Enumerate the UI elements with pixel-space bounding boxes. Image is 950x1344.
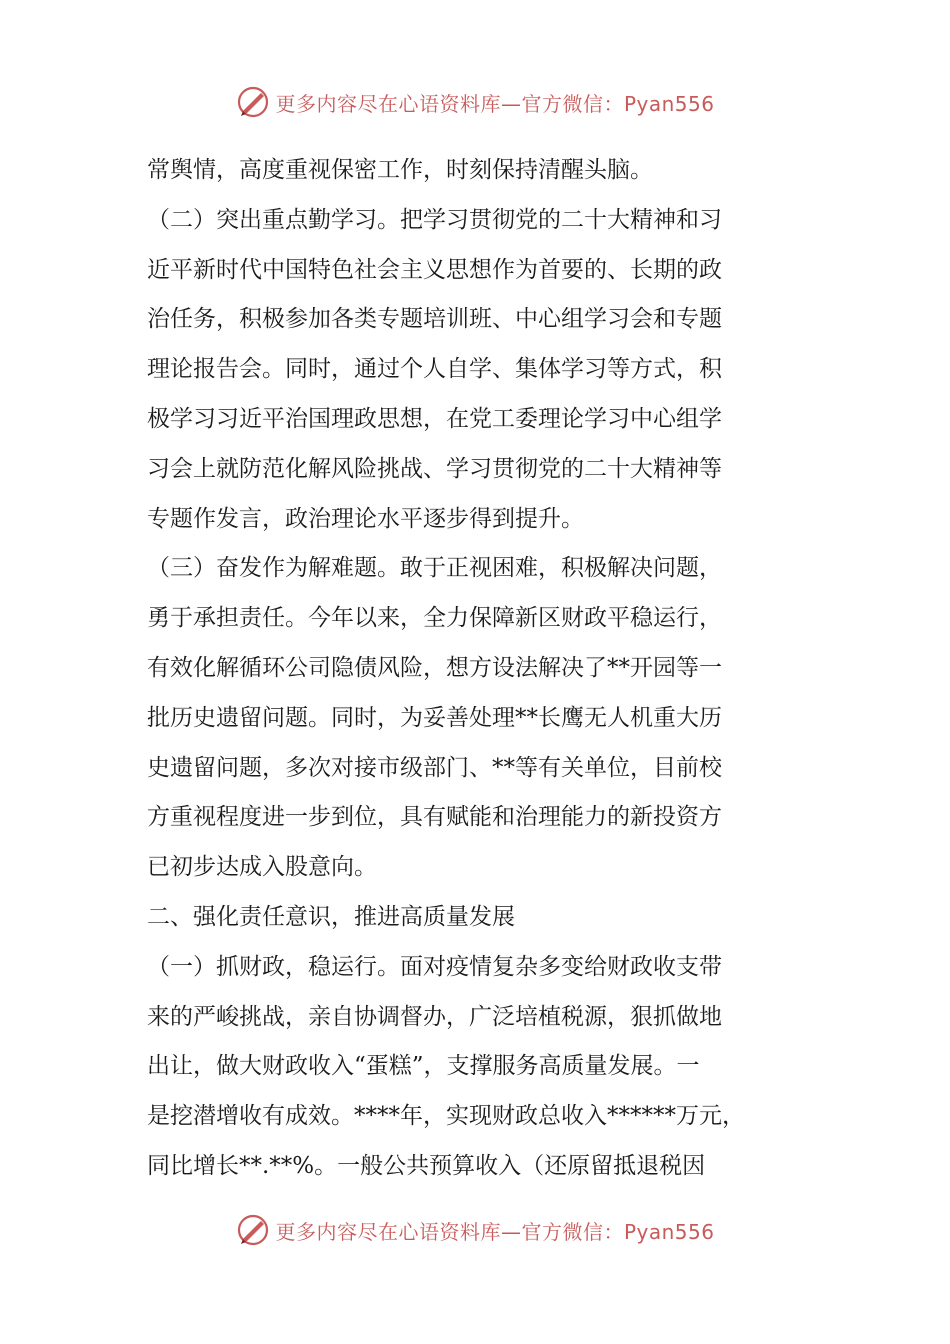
text-line: 史遗留问题，多次对接市级部门、**等有关单位，目前校 [147,754,722,781]
text-line: （二）突出重点勤学习。把学习贯彻党的二十大精神和习 [147,206,722,233]
header-watermark [0,82,950,122]
text-line: 习会上就防范化解风险挑战、学习贯彻党的二十大精神等 [147,455,722,482]
text-line: 专题作发言，政治理论水平逐步得到提升。 [147,505,584,532]
section-heading: 二、强化责任意识，推进高质量发展 [147,903,515,930]
text-line: 方重视程度进一步到位，具有赋能和治理能力的新投资方 [147,804,722,831]
text-line: 近平新时代中国特色社会主义思想作为首要的、长期的政 [147,256,722,283]
text-line: （三）奋发作为解难题。敢于正视困难，积极解决问题， [147,555,722,582]
text-line: 常舆情，高度重视保密工作，时刻保持清醒头脑。 [147,157,653,183]
text-line: 出让，做大财政收入“蛋糕”，支撑服务高质量发展。一 [147,1053,700,1080]
header-watermark-text: 更多内容尽在心语资料库—官方微信：Pyan556 [275,91,715,116]
text-line: 有效化解循环公司隐债风险，想方设法解决了**开园等一 [147,654,722,681]
footer-watermark-text: 更多内容尽在心语资料库—官方微信：Pyan556 [275,1219,715,1244]
text-line: 治任务，积极参加各类专题培训班、中心组学习会和专题 [147,306,722,333]
text-line: 已初步达成入股意向。 [147,854,377,881]
text-line: 批历史遗留问题。同时，为妥善处理**长鹰无人机重大历 [147,704,722,731]
text-line: （一）抓财政，稳运行。面对疫情复杂多变给财政收支带 [147,953,722,980]
pen-logo-icon [235,84,271,120]
text-line: 是挖潜增收有成效。****年，实现财政总收入******万元， [147,1103,745,1130]
text-line: 同比增长**.**%。一般公共预算收入（还原留抵退税因 [147,1152,706,1179]
text-line: 理论报告会。同时，通过个人自学、集体学习等方式，积 [147,356,722,383]
document-body [147,146,811,1192]
pen-logo-icon [235,1212,271,1248]
text-line: 勇于承担责任。今年以来，全力保障新区财政平稳运行， [147,605,722,632]
text-line: 极学习习近平治国理政思想，在党工委理论学习中心组学 [147,405,722,432]
text-line: 来的严峻挑战，亲自协调督办，广泛培植税源，狠抓做地 [147,1003,722,1030]
footer-watermark [0,1210,950,1250]
